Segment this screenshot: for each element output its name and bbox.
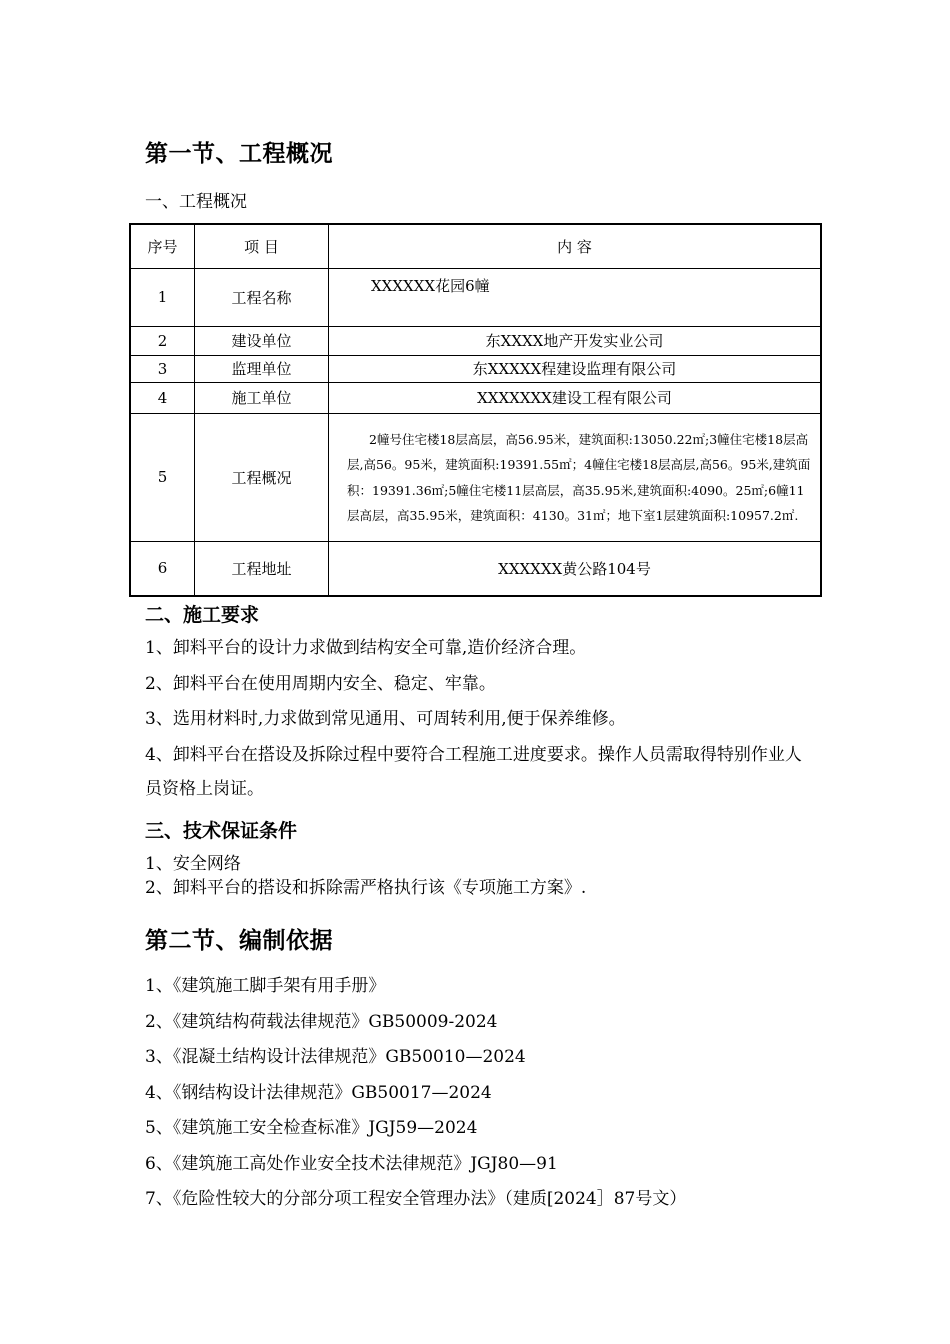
reference-item: 3、《混凝土结构设计法律规范》GB50010—2024 (145, 1047, 526, 1067)
reference-item: 1、《建筑施工脚手架有用手册》 (145, 976, 386, 996)
overview-text: 2幢号住宅楼18层高层，高56.95米，建筑面积:13050.22㎡;3幢住宅楼18层高层,高56。95米，建筑面积:19391.55㎡；4幢住宅楼18层高层,高56。95米,建筑面积：19391.36㎡;5幢住宅楼11层高层，高35.95米,建筑面积:4090。25㎡;6幢11层高层，高35.95米，建筑面积：4130。31㎡；地下室1层建筑面积:10957.2㎡. (347, 431, 811, 523)
section1-title: 第一节、工程概况 (145, 140, 333, 167)
reference-item: 4、《钢结构设计法律规范》GB50017—2024 (145, 1083, 492, 1103)
table-header-row (130, 224, 821, 268)
project-info-table (129, 223, 822, 597)
table-row (130, 541, 821, 596)
header-item: 项 目 (195, 224, 329, 268)
table-row (130, 268, 821, 326)
reference-item: 5、《建筑施工安全检查标准》JGJ59—2024 (145, 1118, 478, 1138)
section2-title: 第二节、编制依据 (145, 927, 333, 954)
requirement-item: 3、选用材料时,力求做到常见通用、可周转利用,便于保养维修。 (145, 709, 626, 729)
section1-subtitle: 一、工程概况 (145, 192, 247, 212)
reference-item: 2、《建筑结构荷载法律规范》GB50009-2024 (145, 1012, 498, 1032)
row-no: 5 (130, 413, 195, 541)
row-content: XXXXXX花园6幢 (329, 268, 822, 326)
reference-item: 7、《危险性较大的分部分项工程安全管理办法》（建质[2024］87号文） (145, 1189, 687, 1209)
row-no: 4 (130, 382, 195, 413)
row-item: 工程概况 (195, 413, 329, 541)
row-no: 6 (130, 541, 195, 596)
row-content: XXXXXX黄公路104号 (329, 541, 822, 596)
row-content: 东XXXX地产开发实业公司 (329, 326, 822, 355)
header-no: 序号 (130, 224, 195, 268)
reference-item: 6、《建筑施工高处作业安全技术法律规范》JGJ80—91 (145, 1154, 558, 1174)
requirements-title: 二、施工要求 (145, 604, 260, 626)
guarantee-title: 三、技术保证条件 (145, 820, 298, 842)
requirement-item: 4、卸料平台在搭设及拆除过程中要符合工程施工进度要求。操作人员需取得特别作业人员资格上岗证。 (145, 745, 802, 799)
row-item: 工程名称 (195, 268, 329, 326)
row-no: 3 (130, 355, 195, 382)
table-row (130, 382, 821, 413)
row-content: 东XXXXX程建设监理有限公司 (329, 355, 822, 382)
table-row (130, 355, 821, 382)
requirement-item: 2、卸料平台在使用周期内安全、稳定、牢靠。 (145, 674, 496, 694)
row-item: 工程地址 (195, 541, 329, 596)
table-row (130, 326, 821, 355)
row-content: XXXXXXX建设工程有限公司 (329, 382, 822, 413)
row-item: 监理单位 (195, 355, 329, 382)
guarantee-item: 1、安全网络 (145, 854, 241, 874)
header-content: 内 容 (329, 224, 822, 268)
row-no: 2 (130, 326, 195, 355)
row-item: 建设单位 (195, 326, 329, 355)
requirement-item: 1、卸料平台的设计力求做到结构安全可靠,造价经济合理。 (145, 638, 587, 658)
row-no: 1 (130, 268, 195, 326)
row-content (329, 413, 822, 541)
table-row (130, 413, 821, 541)
row-item: 施工单位 (195, 382, 329, 413)
guarantee-item: 2、卸料平台的搭设和拆除需严格执行该《专项施工方案》. (145, 878, 587, 898)
